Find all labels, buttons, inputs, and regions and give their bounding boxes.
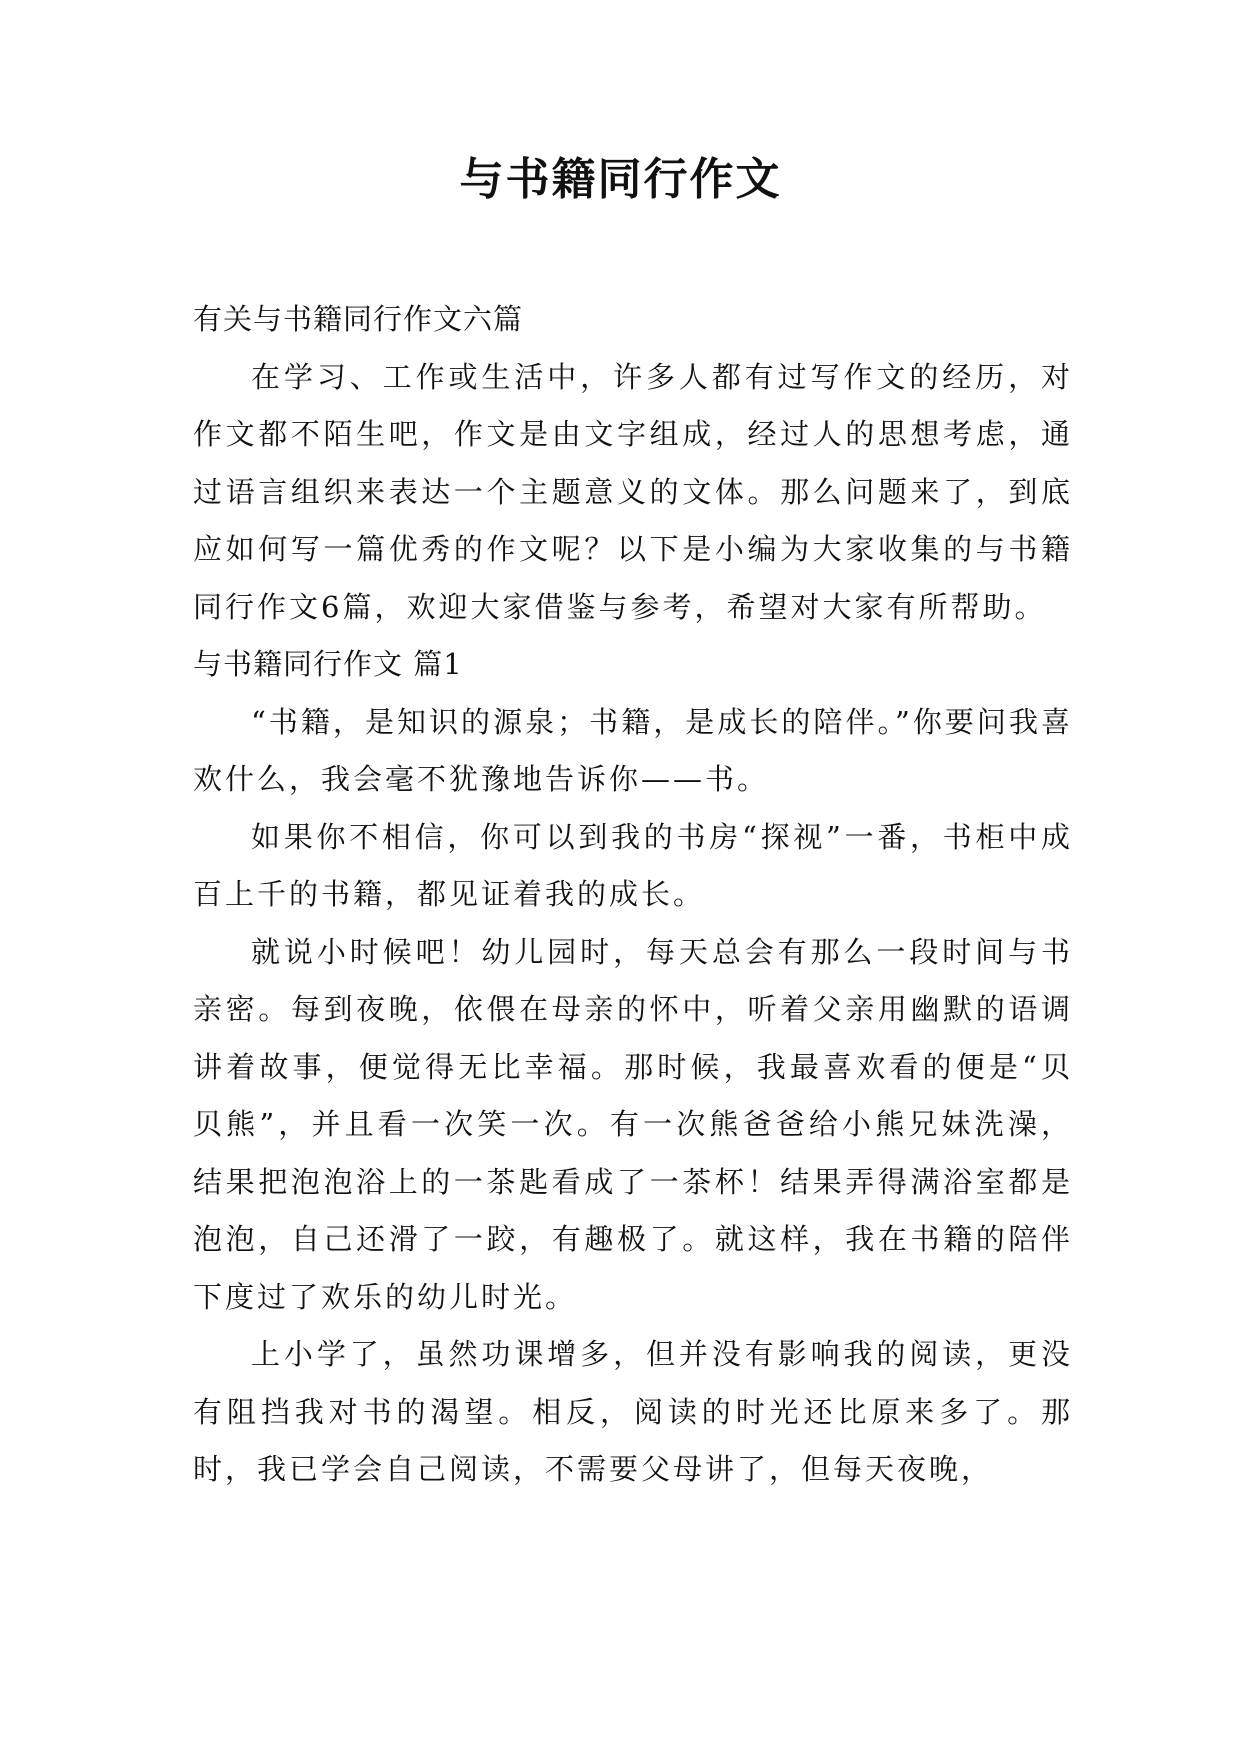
- section-heading: 与书籍同行作文 篇1: [193, 647, 463, 681]
- body-paragraph: 上小学了，虽然功课增多，但并没有影响我的阅读，更没有阻挡我对书的渴望。相反，阅读的时光还比原来多了。那时，我已学会自己阅读，不需要父母讲了，但每天夜晚，: [193, 1337, 1073, 1486]
- intro-paragraph: 在学习、工作或生活中，许多人都有过写作文的经历，对作文都不陌生吧，作文是由文字组成，经过人的思想考虑，通过语言组织来表达一个主题意义的文体。那么问题来了，到底应如何写一篇优秀的作文呢？以下是小编为大家收集的与书籍同行作文6篇，欢迎大家借鉴与参考，希望对大家有所帮助。: [193, 359, 1073, 624]
- body-paragraph: “书籍，是知识的源泉；书籍，是成长的陪伴。”你要问我喜欢什么，我会毫不犹豫地告诉你——书。: [193, 704, 1073, 796]
- body-paragraph: 如果你不相信，你可以到我的书房“探视”一番，书柜中成百上千的书籍，都见证着我的成长。: [193, 819, 1073, 911]
- document-title: 与书籍同行作文: [459, 154, 782, 205]
- document-body: [193, 291, 1073, 1499]
- document-subtitle: 有关与书籍同行作文六篇: [193, 302, 524, 336]
- body-paragraph: 就说小时候吧！幼儿园时，每天总会有那么一段时间与书亲密。每到夜晚，依偎在母亲的怀中，听着父亲用幽默的语调讲着故事，便觉得无比幸福。那时候，我最喜欢看的便是“贝贝熊”，并且看一次笑一次。有一次熊爸爸给小熊兄妹洗澡，结果把泡泡浴上的一茶匙看成了一茶杯！结果弄得满浴室都是泡泡，自己还滑了一跤，有趣极了。就这样，我在书籍的陪伴下度过了欢乐的幼儿时光。: [193, 934, 1073, 1314]
